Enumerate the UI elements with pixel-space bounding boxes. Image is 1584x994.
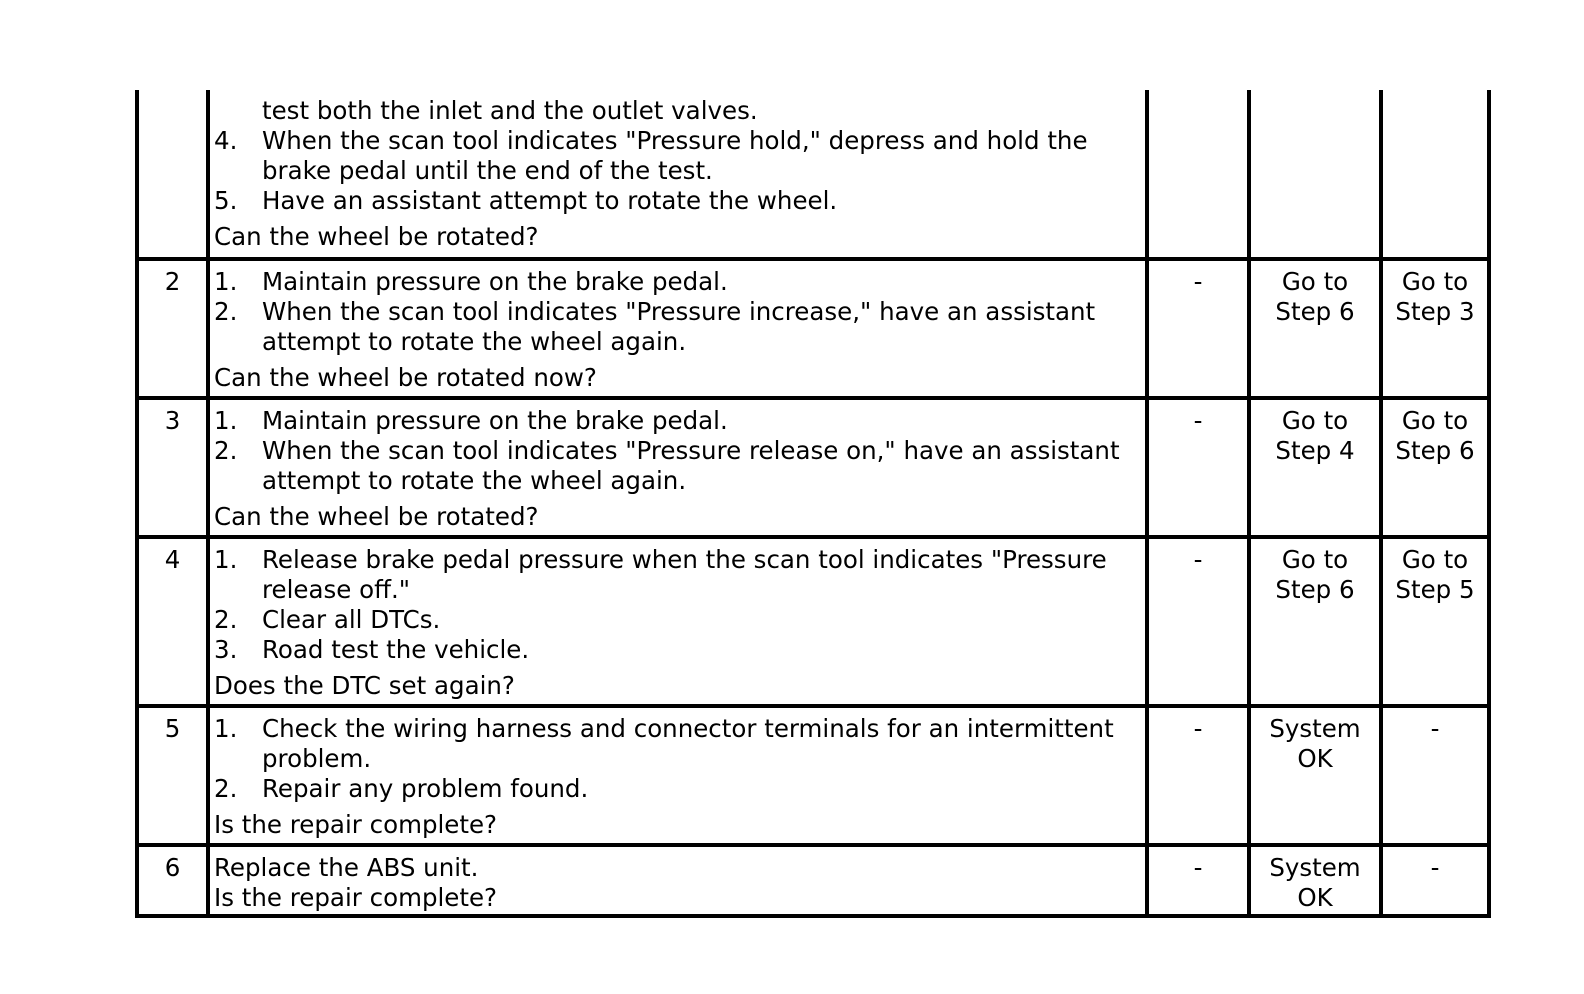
row-divider bbox=[135, 535, 1491, 539]
item-text: Road test the vehicle. bbox=[262, 635, 530, 664]
item-number: 2. bbox=[214, 774, 238, 803]
list-item bbox=[214, 406, 1144, 436]
item-number: 3. bbox=[214, 635, 238, 664]
value-cell: - bbox=[1193, 545, 1203, 574]
item-text: When the scan tool indicates "Pressure hold," depress and hold the brake pedal until the end of the test. bbox=[262, 126, 1088, 185]
column-divider-value bbox=[1247, 90, 1251, 918]
table-border-left bbox=[135, 90, 139, 918]
list-item bbox=[214, 635, 1144, 665]
action-cell bbox=[214, 267, 1144, 393]
action-cell bbox=[214, 853, 1144, 913]
row-divider bbox=[135, 396, 1491, 400]
item-text: Maintain pressure on the brake pedal. bbox=[262, 406, 728, 435]
yes-cell: Go to Step 4 bbox=[1275, 406, 1355, 465]
yes-cell: Go to Step 6 bbox=[1275, 267, 1355, 326]
value-cell: - bbox=[1193, 853, 1203, 882]
action-cell bbox=[214, 545, 1144, 701]
no-cell: Go to Step 3 bbox=[1395, 267, 1475, 326]
row-divider bbox=[135, 257, 1491, 261]
list-item bbox=[214, 267, 1144, 297]
item-number: 2. bbox=[214, 605, 238, 634]
no-cell: Go to Step 6 bbox=[1395, 406, 1475, 465]
question-text: Can the wheel be rotated? bbox=[214, 502, 539, 531]
question-text: Is the repair complete? bbox=[214, 810, 498, 839]
step-number: 4 bbox=[164, 545, 181, 574]
item-number: 1. bbox=[214, 267, 238, 296]
value-cell: - bbox=[1193, 714, 1203, 743]
item-number: 1. bbox=[214, 406, 238, 435]
list-item bbox=[214, 126, 1144, 186]
item-text: Maintain pressure on the brake pedal. bbox=[262, 267, 728, 296]
action-cell bbox=[214, 714, 1144, 840]
step-number: 5 bbox=[164, 714, 181, 743]
step-number: 3 bbox=[164, 406, 181, 435]
list-item bbox=[214, 186, 1144, 216]
list-item bbox=[214, 297, 1144, 357]
no-cell: - bbox=[1430, 853, 1440, 882]
column-divider-yes bbox=[1379, 90, 1383, 918]
item-text: Repair any problem found. bbox=[262, 774, 589, 803]
item-text: Check the wiring harness and connector terminals for an intermittent problem. bbox=[262, 714, 1114, 773]
item-text: When the scan tool indicates "Pressure increase," have an assistant attempt to rotate the wheel again. bbox=[262, 297, 1096, 356]
action-text: Replace the ABS unit. bbox=[214, 853, 479, 882]
action-cell bbox=[214, 406, 1144, 532]
item-number: 1. bbox=[214, 545, 238, 574]
value-cell: - bbox=[1193, 267, 1203, 296]
list-item bbox=[214, 605, 1144, 635]
item-text: Have an assistant attempt to rotate the wheel. bbox=[262, 186, 838, 215]
item-number: 5. bbox=[214, 186, 238, 215]
list-item bbox=[214, 774, 1144, 804]
yes-cell: System OK bbox=[1269, 853, 1361, 912]
no-cell: Go to Step 5 bbox=[1395, 545, 1475, 604]
question-text: Can the wheel be rotated now? bbox=[214, 363, 597, 392]
value-cell: - bbox=[1193, 406, 1203, 435]
no-cell: - bbox=[1430, 714, 1440, 743]
action-cell bbox=[214, 96, 1144, 252]
action-text: test both the inlet and the outlet valves. bbox=[262, 96, 758, 125]
item-number: 1. bbox=[214, 714, 238, 743]
list-item bbox=[214, 436, 1144, 496]
table-border-bottom bbox=[135, 914, 1491, 918]
row-divider bbox=[135, 704, 1491, 708]
item-number: 2. bbox=[214, 297, 238, 326]
question-text: Can the wheel be rotated? bbox=[214, 222, 539, 251]
yes-cell: System OK bbox=[1269, 714, 1361, 773]
list-item bbox=[214, 714, 1144, 774]
list-item bbox=[214, 545, 1144, 605]
table-border-right bbox=[1487, 90, 1491, 918]
item-text: When the scan tool indicates "Pressure release on," have an assistant attempt to rotate the wheel again. bbox=[262, 436, 1120, 495]
item-number: 2. bbox=[214, 436, 238, 465]
item-number: 4. bbox=[214, 126, 238, 155]
column-divider-action bbox=[1145, 90, 1149, 918]
item-text: Clear all DTCs. bbox=[262, 605, 441, 634]
step-number: 2 bbox=[164, 267, 181, 296]
yes-cell: Go to Step 6 bbox=[1275, 545, 1355, 604]
diagnostic-table bbox=[135, 90, 1491, 918]
question-text: Does the DTC set again? bbox=[214, 671, 515, 700]
step-number: 6 bbox=[164, 853, 181, 882]
row-divider bbox=[135, 843, 1491, 847]
item-text: Release brake pedal pressure when the scan tool indicates "Pressure release off." bbox=[262, 545, 1107, 604]
question-text: Is the repair complete? bbox=[214, 883, 498, 912]
column-divider-step bbox=[206, 90, 210, 918]
